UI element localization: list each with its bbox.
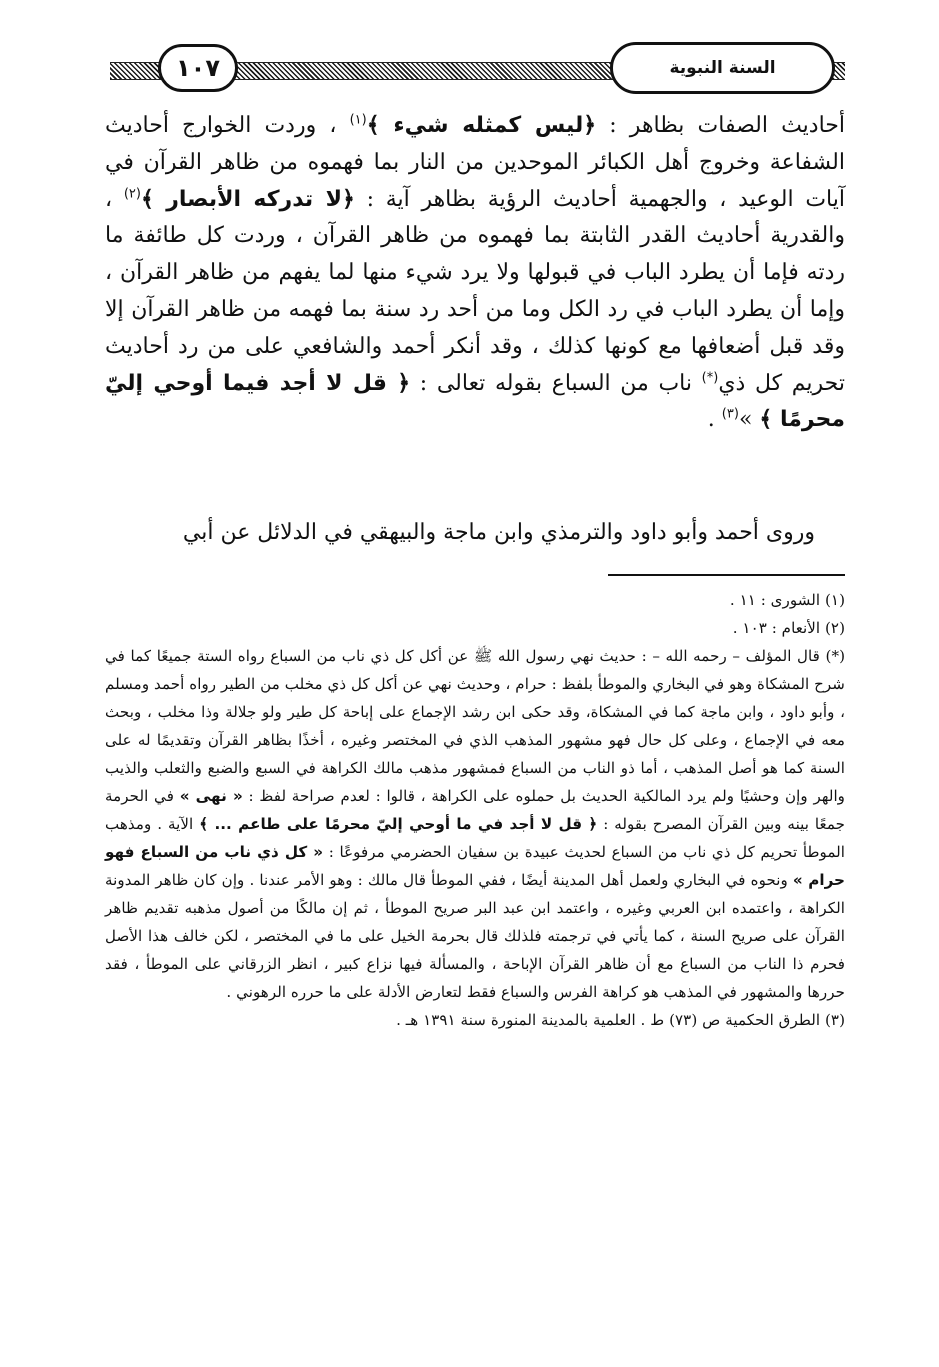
body-text: ، والقدرية أحاديث القدر الثابتة بما فهموه من ظاهر القرآن ، وردت كل طائفة ما ردته فإما أن يطرد الباب في قبولها ولا يرد شيء منها لما يفهم من ظاهر القرآن ، وإما أن يطرد الباب في رد الكل وما من أحد رد سنة بما فهمه من ظاهر القرآن إلا وقد قبل أضعافها مع كونها كذلك ، وقد أنكر أحمد والشافعي على من رد أحاديث تحريم كل ذي [105, 186, 845, 396]
body-text: . [707, 407, 715, 433]
quran-verse: ﴿ليس كمثله شيء ﴾ [366, 113, 597, 138]
page-header [110, 40, 845, 102]
footnote-ref: (٢) [123, 186, 141, 202]
footnote-1: (١) الشورى : ١١ . [729, 591, 845, 609]
body-text: ناب من السباع بقوله تعالى : [419, 370, 692, 396]
footnote-quote: « نهى » [179, 787, 243, 805]
footnote-text: الآية . ومذهب الموطأ تحريم كل ذي ناب من السباع لحديث عبيدة بن سفيان الحضرمي مرفوعًا : [105, 815, 846, 861]
footnotes [105, 586, 845, 1034]
footnote-ref: (*) [701, 370, 719, 386]
body-text: ، وردت الخوارج أحاديث الشفاعة وخروج أهل الكبائر الموحدين من النار بما فهموه من ظاهر القرآن في آيات الوعيد ، والجهمية أحاديث الرؤية بظاهر آية : [105, 113, 845, 212]
body-text: » [738, 407, 753, 433]
page-number: ١٠٧ [158, 44, 238, 92]
footnote-hadith-quote: « كل ذي ناب من السباع فهو حرام » [105, 843, 846, 889]
main-body [105, 108, 845, 439]
footnote-ref: (١) [349, 112, 367, 128]
quran-verse: ﴿ قل لا أجد فيما أوحي إليّ محرمًا ﴾ [105, 370, 845, 433]
body-paragraph-1 [105, 108, 845, 439]
footnote-star [105, 642, 845, 1006]
body-text: أحاديث الصفات بظاهر : [609, 113, 846, 138]
footnote-separator [608, 574, 845, 576]
quran-verse: ﴿لا تدركه الأبصار ﴾ [140, 186, 355, 212]
footnote-quran-verse: ﴿ قل لا أجد في ما أوحي إليّ محرمًا على طاعم ... ﴾ [199, 815, 598, 833]
footnote-ref: (٣) [721, 407, 739, 423]
footnote-text: ونحوه في البخاري ولعمل أهل المدينة أيضًا ، ففي الموطأ قال مالك : وهو الأمر عندنا . وإن كان ظاهر المدونة الكراهة ، واعتمده ابن العربي وغيره ، واعتمد ابن عبد البر صريح الموطأ ، ثم إن مالكًا من أصول مذهبه تقديم ظاهر القرآن على صريح السنة ، كما يأتي في ترجمته فلذلك قال بحرمة الخيل على ما في المختصر ، لكن خالف هذا الأصل فحرم ذا الناب من السباع مع أن ظاهر القرآن الإباحة ، والمسألة فيها نزاع كبير ، انظر الزرقاني على الموطأ ، فقد حررها والمشهور في المذهب هو كراهة الفرس والسباع فقط لتعارض الأدلة على ما حرره الرهوني . [105, 871, 845, 1001]
footnote-2: (٢) الأنعام : ١٠٣ . [732, 619, 845, 637]
footnote-text: في الحرمة جمعًا بينه وبين القرآن المصرح بقوله : [105, 787, 846, 833]
running-title: السنة النبوية [610, 42, 835, 94]
footnote-3: (٣) الطرق الحكمية ص (٧٣) ط . العلمية بالمدينة المنورة سنة ١٣٩١ هـ . [396, 1011, 845, 1029]
footnote-text: (*) قال المؤلف – رحمه الله – : حديث نهي رسول الله ﷺ عن أكل كل ذي ناب من السباع رواه الستة جميعًا كما في شرح المشكاة وهو في البخاري والموطأ بلفظ : حرام ، وحديث نهي عن أكل كل ذي مخلب من الطير رواه أحمد ومسلم ، وأبو داود ، وابن ماجة كما في المشكاة، وقد حكى ابن رشد الإجماع على إباحة كل طير ولو جلالة وذا مخلب ، وبحث معه في الإجماع ، وعلى كل حال فهو مشهور المذهب الذي في المختصر وغيره ، أخذًا بظاهر القرآن وتقديمًا له على السنة كما هو أصل المذهب ، أما ذو الناب من السباع فمشهور مذهب مالك الكراهة في السبع والضبع والثعلب والذيب والهر وإن وحشيًا ولم يرد المالكية الحديث بل حملوه على الكراهة ، قالوا : لعدم صراحة لفظ : [105, 647, 846, 805]
body-paragraph-2: وروى أحمد وأبو داود والترمذي وابن ماجة والبيهقي في الدلائل عن أبي [182, 520, 815, 545]
